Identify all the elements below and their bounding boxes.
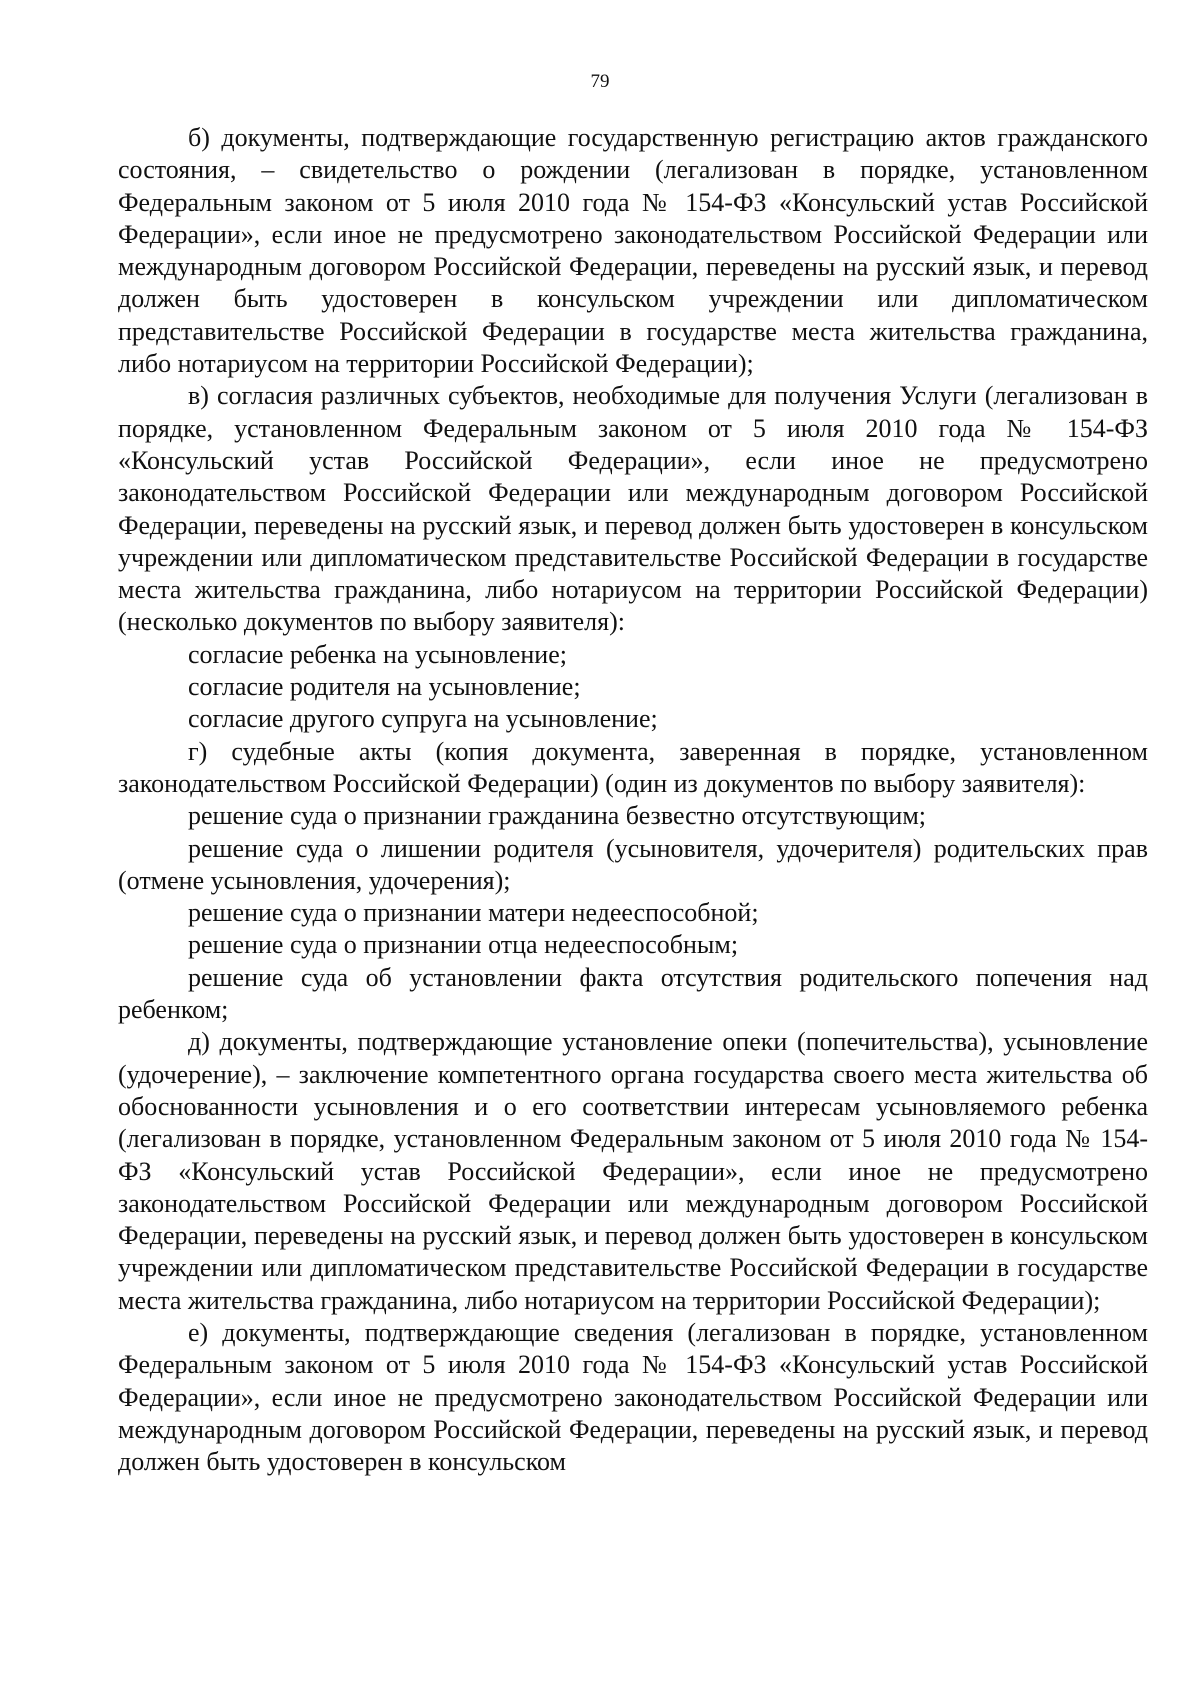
paragraph-g-court-acts: г) судебные акты (копия документа, заверенная в порядке, установленном законодательством Российской Федерации) (один из документов по выбору заявителя): <box>118 736 1148 798</box>
list-item-spouse-consent: согласие другого супруга на усыновление; <box>188 704 658 734</box>
list-item-court-father-incapable: решение суда о признании отца недееспособным; <box>188 930 739 960</box>
paragraph-d-guardianship: д) документы, подтверждающие установление опеки (попечительства), усыновление (удочерение), – заключение компетентного органа государства своего места жительства об обоснованности усыновления и о его соответствии интересам усыновляемого ребенка (легализован в порядке, установленном Федеральным законом от 5 июля 2010 года № 154-ФЗ «Консульский устав Российской Федерации», если иное не предусмотрено законодательством Российской Федерации или международным договором Российской Федерации, переведены на русский язык, и перевод должен быть удостоверен в консульском учреждении или дипломатическом представительстве Российской Федерации в государстве места жительства гражданина, либо нотариусом на территории Российской Федерации); <box>118 1027 1148 1315</box>
document-body <box>118 122 1148 1478</box>
paragraph-b-birth-certificate: б) документы, подтверждающие государственную регистрацию актов гражданского состояния, – свидетельство о рождении (легализован в порядке, установленном Федеральным законом от 5 июля 2010 года № 154-ФЗ «Консульский устав Российской Федерации», если иное не предусмотрено законодательством Российской Федерации или международным договором Российской Федерации, переведены на русский язык, и перевод должен быть удостоверен в консульском учреждении или дипломатическом представительстве Российской Федерации в государстве места жительства гражданина, либо нотариусом на территории Российской Федерации); <box>118 123 1148 379</box>
list-item-court-missing-person: решение суда о признании гражданина безвестно отсутствующим; <box>188 801 926 831</box>
list-item-court-deprivation-rights: решение суда о лишении родителя (усыновителя, удочерителя) родительских прав (отмене усыновления, удочерения); <box>118 833 1148 895</box>
paragraph-v-consents: в) согласия различных субъектов, необходимые для получения Услуги (легализован в порядке, установленном Федеральным законом от 5 июля 2010 года № 154-ФЗ «Консульский устав Российской Федерации», если иное не предусмотрено законодательством Российской Федерации или международным договором Российской Федерации, переведены на русский язык, и перевод должен быть удостоверен в консульском учреждении или дипломатическом представительстве Российской Федерации в государстве места жительства гражданина, либо нотариусом на территории Российской Федерации) (несколько документов по выбору заявителя): <box>118 381 1148 637</box>
page-number: 79 <box>590 71 610 92</box>
list-item-child-consent: согласие ребенка на усыновление; <box>188 639 567 669</box>
list-item-court-mother-incapable: решение суда о признании матери недееспособной; <box>188 898 759 928</box>
list-item-parent-consent: согласие родителя на усыновление; <box>188 672 581 702</box>
paragraph-e-information: е) документы, подтверждающие сведения (легализован в порядке, установленном Федеральным законом от 5 июля 2010 года № 154-ФЗ «Консульский устав Российской Федерации», если иное не предусмотрено законодательством Российской Федерации или международным договором Российской Федерации, переведены на русский язык, и перевод должен быть удостоверен в консульском <box>118 1317 1148 1477</box>
list-item-court-no-parental-care: решение суда об установлении факта отсутствия родительского попечения над ребенком; <box>118 962 1148 1025</box>
